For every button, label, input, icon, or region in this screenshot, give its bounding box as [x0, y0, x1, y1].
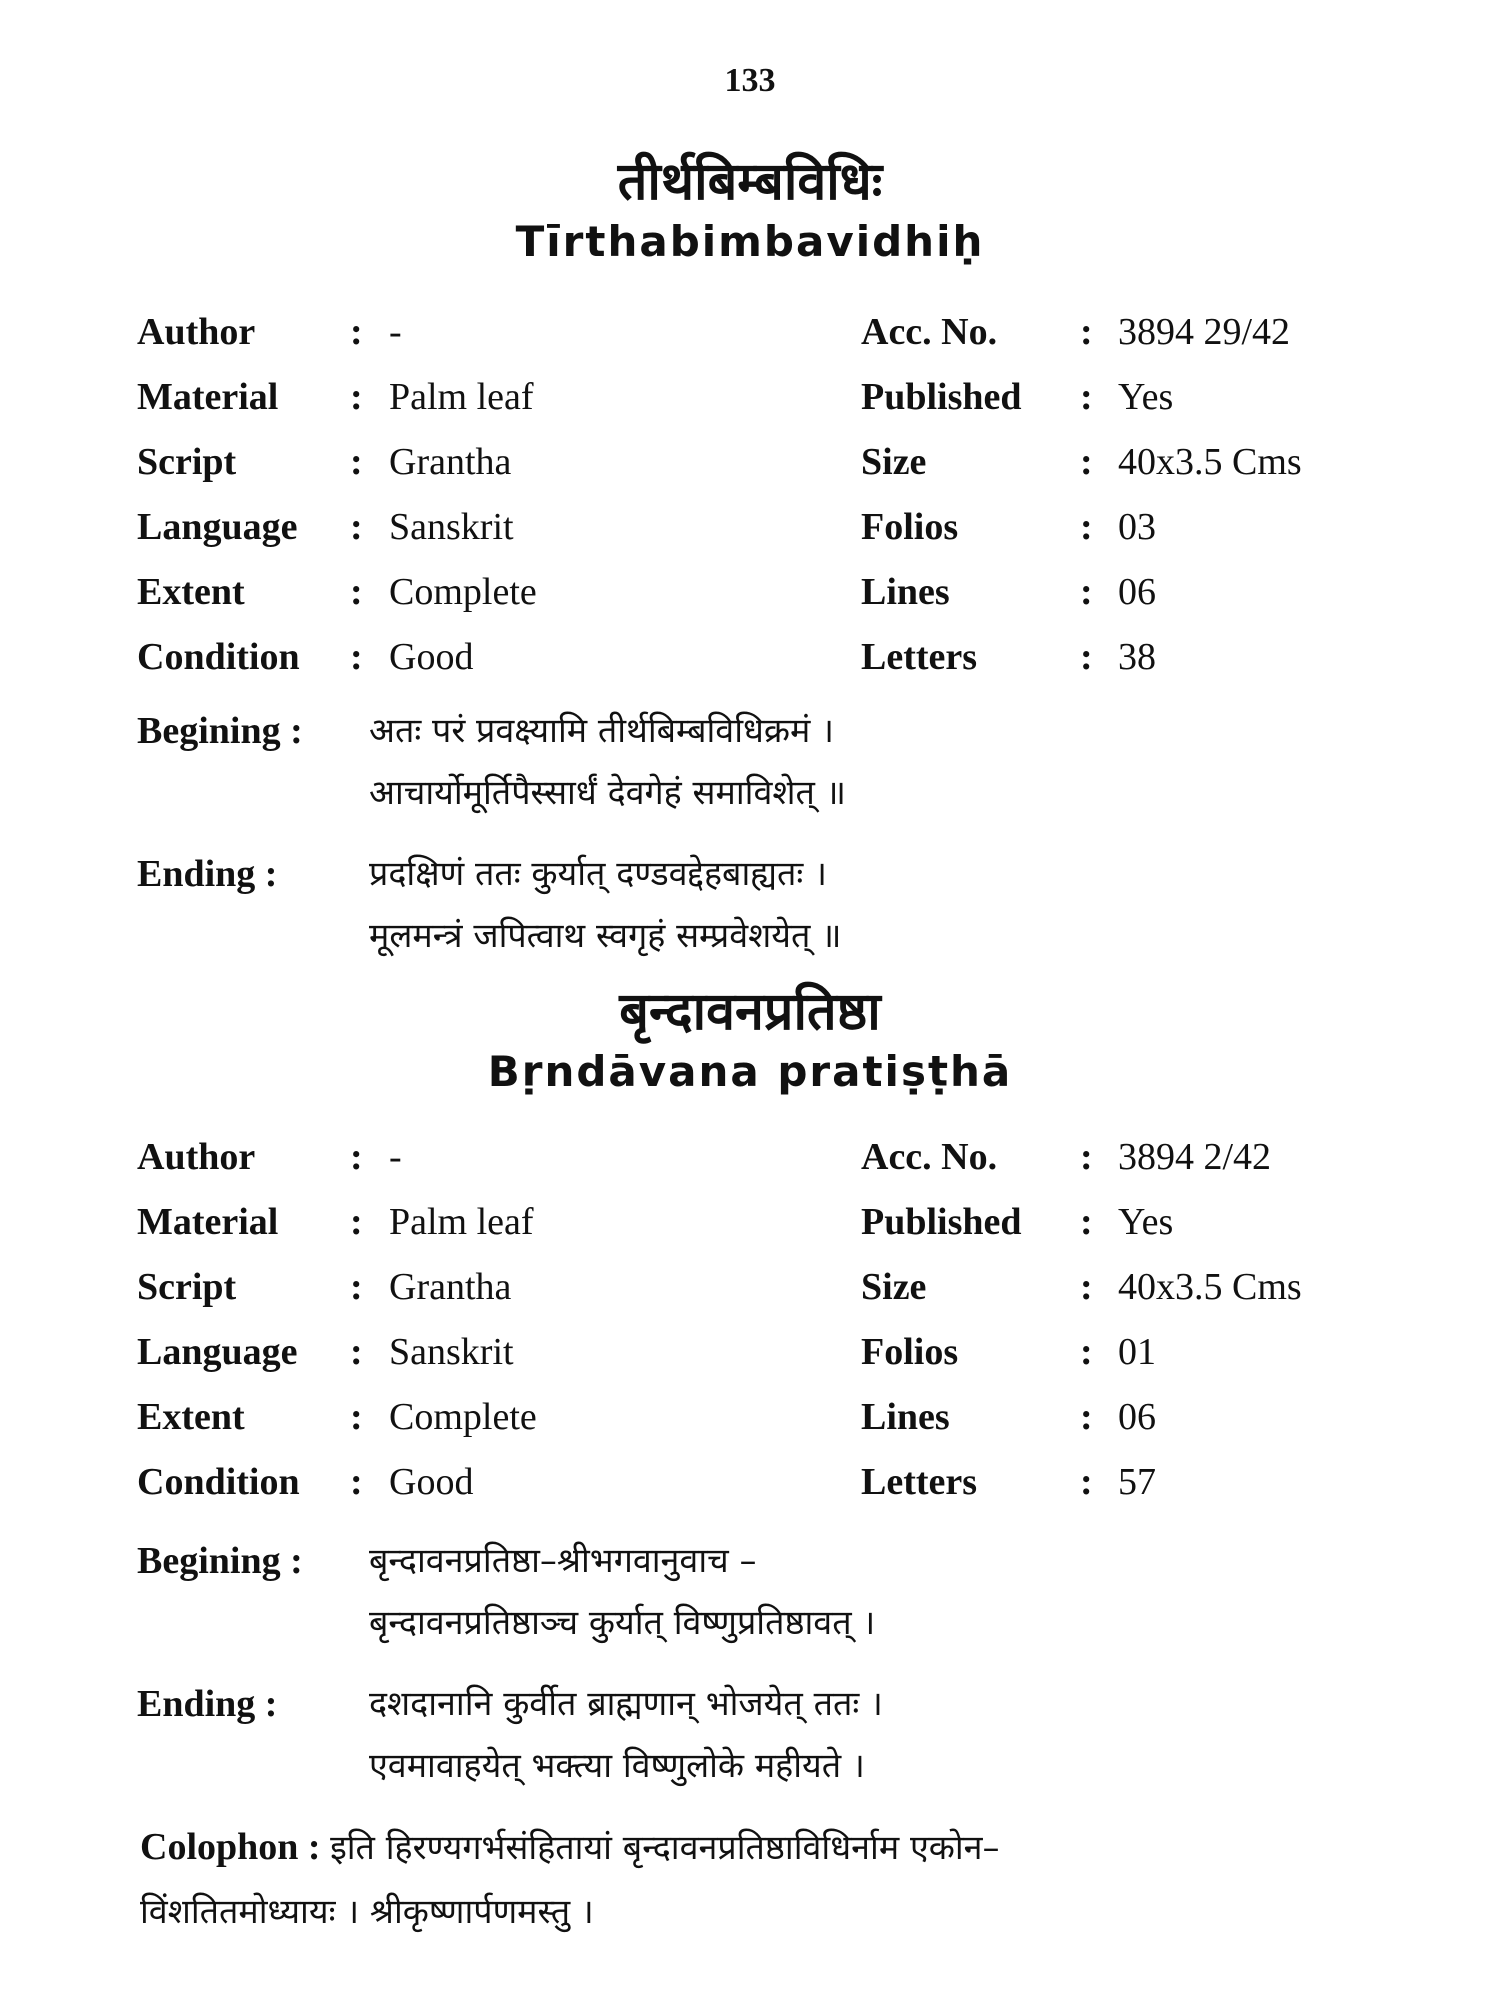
meta-value: Yes	[1118, 1201, 1174, 1243]
meta-value: -	[389, 311, 402, 353]
meta-row	[137, 1385, 1387, 1450]
meta-label: Author	[137, 1136, 256, 1178]
meta-colon: :	[350, 506, 363, 548]
meta-label: Acc. No.	[861, 1136, 998, 1178]
meta-value: 3894 2/42	[1118, 1136, 1272, 1178]
verse-row	[137, 700, 1397, 762]
entry-2-metadata	[137, 1125, 1387, 1515]
verse-line: मूलमन्त्रं जपित्वाथ स्वगृहं सम्प्रवेशयेत् ॥	[369, 916, 842, 956]
meta-label: Acc. No.	[861, 311, 998, 353]
verse-line: बृन्दावनप्रतिष्ठाञ्च कुर्यात् विष्णुप्रतिष्ठावत् ।	[369, 1603, 876, 1643]
meta-value: 40x3.5 Cms	[1118, 441, 1302, 483]
meta-row	[137, 300, 1387, 365]
meta-row	[137, 560, 1387, 625]
meta-label: Published	[861, 1201, 1022, 1243]
entry-1-metadata	[137, 300, 1387, 690]
meta-colon: :	[1080, 376, 1093, 418]
meta-colon: :	[1080, 636, 1093, 678]
meta-colon: :	[1080, 441, 1093, 483]
meta-colon: :	[350, 1331, 363, 1373]
colophon-label: Colophon :	[140, 1826, 321, 1868]
meta-colon: :	[350, 1396, 363, 1438]
meta-value: 57	[1118, 1461, 1156, 1503]
verse-row	[137, 905, 1397, 967]
meta-value: Grantha	[389, 1266, 512, 1308]
meta-value: Complete	[389, 1396, 537, 1438]
entry-title-sanskrit: बृन्दावनप्रतिष्ठा	[619, 982, 881, 1042]
meta-value: 01	[1118, 1331, 1156, 1373]
meta-value: 03	[1118, 506, 1156, 548]
meta-colon: :	[350, 441, 363, 483]
beginning-label: Begining :	[137, 710, 303, 752]
meta-label: Script	[137, 1266, 237, 1308]
meta-label: Language	[137, 1331, 298, 1373]
meta-label: Lines	[861, 1396, 950, 1438]
meta-value: 3894 29/42	[1118, 311, 1291, 353]
meta-colon: :	[1080, 571, 1093, 613]
meta-row	[137, 1190, 1387, 1255]
meta-value: 06	[1118, 1396, 1156, 1438]
verse-row	[137, 1530, 1397, 1592]
entry-title-transliteration: Bṛndāvana pratiṣṭhā	[487, 1047, 1013, 1096]
colophon	[140, 1815, 1390, 1943]
meta-value: Grantha	[389, 441, 512, 483]
meta-value: Palm leaf	[389, 1201, 534, 1243]
meta-value: Complete	[389, 571, 537, 613]
meta-value: Good	[389, 1461, 474, 1503]
entry-1-title	[0, 150, 1500, 270]
meta-label: Author	[137, 311, 256, 353]
meta-colon: :	[1080, 506, 1093, 548]
verse-row	[137, 1592, 1397, 1654]
verse-line: प्रदक्षिणं ततः कुर्यात् दण्डवद्देहबाह्यतः ।	[369, 854, 827, 894]
verse-line: दशदानानि कुर्वीत ब्राह्मणान् भोजयेत् ततः ।	[369, 1684, 883, 1724]
colophon-row	[140, 1815, 1390, 1879]
beginning-label: Begining :	[137, 1540, 303, 1582]
meta-label: Material	[137, 1201, 279, 1243]
meta-row	[137, 1255, 1387, 1320]
meta-colon: :	[350, 571, 363, 613]
meta-label: Letters	[861, 1461, 978, 1503]
meta-colon: :	[350, 636, 363, 678]
meta-value: -	[389, 1136, 402, 1178]
entry-2-ending	[137, 1673, 1397, 1797]
meta-colon: :	[350, 376, 363, 418]
meta-label: Folios	[861, 506, 959, 548]
meta-colon: :	[1080, 1136, 1093, 1178]
meta-colon: :	[1080, 1461, 1093, 1503]
meta-colon: :	[350, 311, 363, 353]
verse-row	[137, 843, 1397, 905]
entry-title-sanskrit: तीर्थबिम्बविधिः	[617, 152, 883, 212]
meta-label: Folios	[861, 1331, 959, 1373]
meta-label: Script	[137, 441, 237, 483]
colophon-line: इति हिरण्यगर्भसंहितायां बृन्दावनप्रतिष्ठाविधिर्नाम एकोन–	[330, 1828, 1000, 1868]
meta-label: Material	[137, 376, 279, 418]
entry-1-ending	[137, 843, 1397, 967]
meta-row	[137, 1450, 1387, 1515]
meta-row	[137, 430, 1387, 495]
meta-colon: :	[350, 1461, 363, 1503]
colophon-line: विंशतितमोध्यायः । श्रीकृष्णार्पणमस्तु ।	[140, 1892, 594, 1932]
meta-row	[137, 625, 1387, 690]
meta-label: Letters	[861, 636, 978, 678]
verse-line: बृन्दावनप्रतिष्ठा–श्रीभगवानुवाच –	[369, 1541, 757, 1581]
verse-line: एवमावाहयेत् भक्त्या विष्णुलोके महीयते ।	[369, 1746, 865, 1786]
colophon-row	[140, 1879, 1390, 1943]
meta-label: Size	[861, 1266, 927, 1308]
meta-row	[137, 495, 1387, 560]
entry-title-transliteration: Tīrthabimbavidhiḥ	[515, 217, 985, 266]
meta-label: Condition	[137, 636, 300, 678]
meta-colon: :	[1080, 1266, 1093, 1308]
meta-value: 06	[1118, 571, 1156, 613]
meta-value: 40x3.5 Cms	[1118, 1266, 1302, 1308]
meta-colon: :	[1080, 1396, 1093, 1438]
meta-label: Extent	[137, 571, 245, 613]
meta-colon: :	[350, 1266, 363, 1308]
meta-label: Condition	[137, 1461, 300, 1503]
meta-label: Extent	[137, 1396, 245, 1438]
meta-value: Good	[389, 636, 474, 678]
meta-value: Sanskrit	[389, 1331, 514, 1373]
verse-row	[137, 762, 1397, 824]
meta-label: Published	[861, 376, 1022, 418]
meta-value: 38	[1118, 636, 1156, 678]
meta-colon: :	[350, 1136, 363, 1178]
meta-value: Palm leaf	[389, 376, 534, 418]
meta-value: Sanskrit	[389, 506, 514, 548]
verse-line: आचार्योमूर्तिपैस्सार्धं देवगेहं समाविशेत् ॥	[369, 773, 847, 813]
entry-2-title	[0, 980, 1500, 1100]
meta-row	[137, 1320, 1387, 1385]
page-number: 133	[724, 62, 776, 99]
meta-label: Size	[861, 441, 927, 483]
meta-label: Lines	[861, 571, 950, 613]
meta-colon: :	[350, 1201, 363, 1243]
entry-1-beginning	[137, 700, 1397, 824]
verse-row	[137, 1735, 1397, 1797]
verse-line: अतः परं प्रवक्ष्यामि तीर्थबिम्बविधिक्रमं ।	[369, 711, 835, 751]
meta-colon: :	[1080, 1201, 1093, 1243]
meta-row	[137, 1125, 1387, 1190]
meta-row	[137, 365, 1387, 430]
meta-colon: :	[1080, 1331, 1093, 1373]
meta-value: Yes	[1118, 376, 1174, 418]
meta-label: Language	[137, 506, 298, 548]
entry-2-beginning	[137, 1530, 1397, 1654]
meta-colon: :	[1080, 311, 1093, 353]
ending-label: Ending :	[137, 853, 278, 895]
verse-row	[137, 1673, 1397, 1735]
ending-label: Ending :	[137, 1683, 278, 1725]
